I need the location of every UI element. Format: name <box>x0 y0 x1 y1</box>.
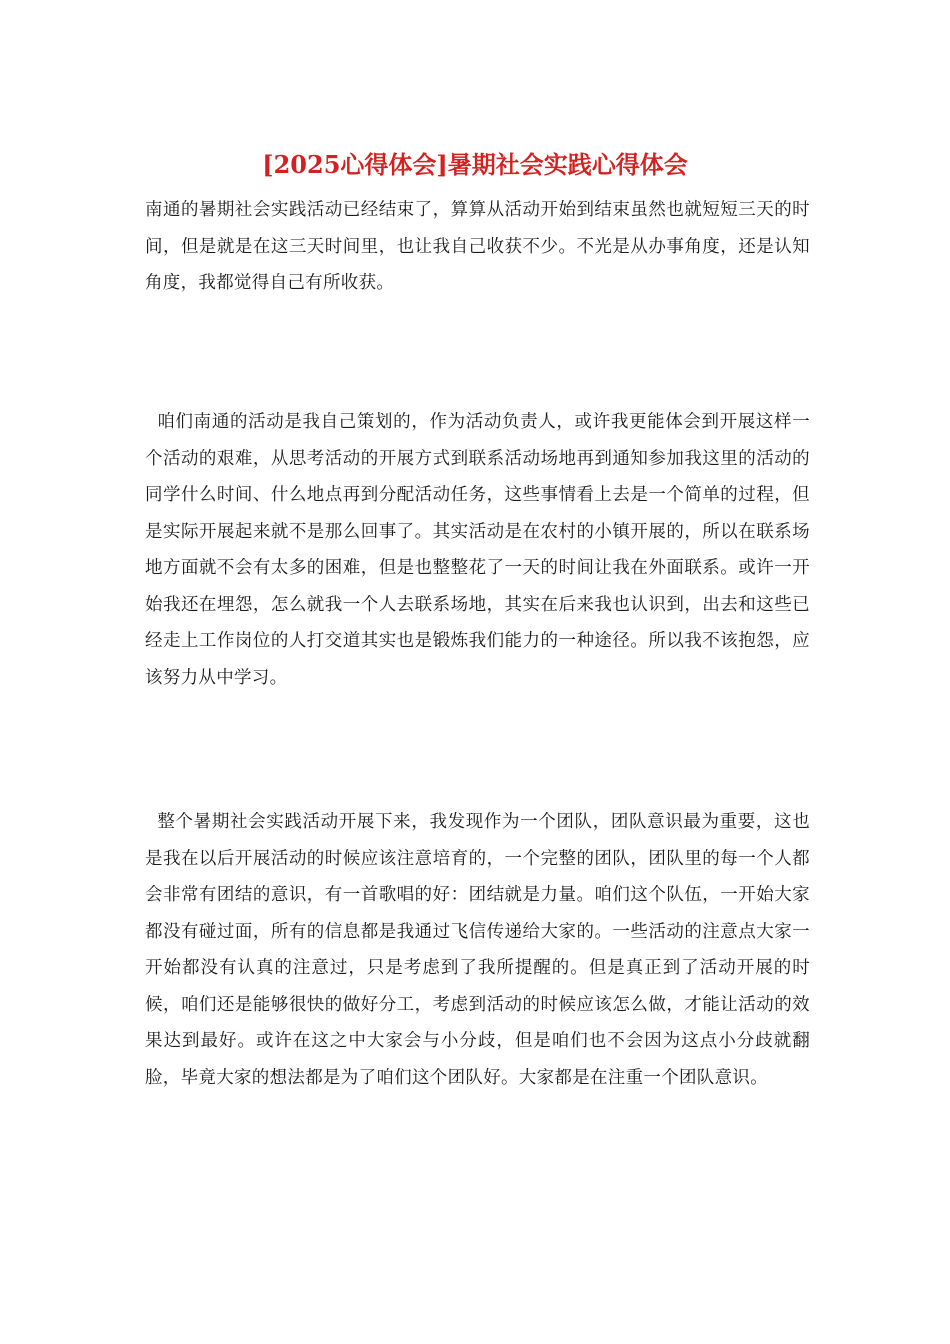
paragraph-2: 咱们南通的活动是我自己策划的，作为活动负责人，或许我更能体会到开展这样一个活动的艰难，从思考活动的开展方式到联系活动场地再到通知参加我这里的活动的同学什么时间、什么地点再到分配活动任务，这些事情看上去是一个简单的过程，但是实际开展起来就不是那么回事了。其实活动是在农村的小镇开展的，所以在联系场地方面就不会有太多的困难，但是也整整花了一天的时间让我在外面联系。或许一开始我还在埋怨，怎么就我一个人去联系场地，其实在后来我也认识到，出去和这些已经走上工作岗位的人打交道其实也是锻炼我们能力的一种途径。所以我不该抱怨，应该努力从中学习。 <box>145 412 810 688</box>
paragraph-3: 整个暑期社会实践活动开展下来，我发现作为一个团队，团队意识最为重要，这也是我在以后开展活动的时候应该注意培育的，一个完整的团队，团队里的每一个人都会非常有团结的意识，有一首歌唱的好：团结就是力量。咱们这个队伍，一开始大家都没有碰过面，所有的信息都是我通过飞信传递给大家的。一些活动的注意点大家一开始都没有认真的注意过，只是考虑到了我所提醒的。但是真正到了活动开展的时候，咱们还是能够很快的做好分工，考虑到活动的时候应该怎么做，才能让活动的效果达到最好。或许在这之中大家会与小分歧，但是咱们也不会因为这点小分歧就翻脸，毕竟大家的想法都是为了咱们这个团队好。大家都是在注重一个团队意识。 <box>145 812 810 1088</box>
document-title: [2025心得体会]暑期社会实践心得体会 <box>262 150 688 179</box>
paragraph-1: 南通的暑期社会实践活动已经结束了，算算从活动开始到结束虽然也就短短三天的时间，但是就是在这三天时间里，也让我自己收获不少。不光是从办事角度，还是认知角度，我都觉得自己有所收获。 <box>145 200 810 293</box>
